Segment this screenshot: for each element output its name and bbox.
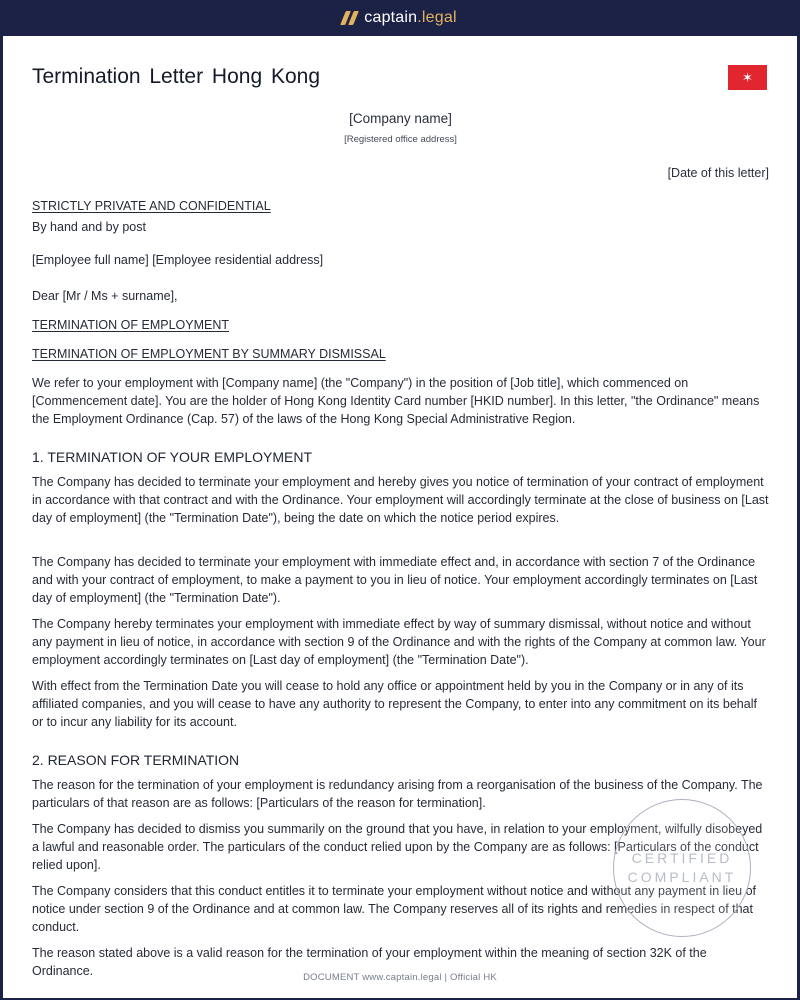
delivery-method: By hand and by post — [32, 220, 146, 234]
certified-compliant-stamp — [613, 799, 751, 937]
intro-paragraph: We refer to your employment with [Company name] (the "Company") in the position of [Job title], which commenced on [Commencement date]. You are the holder of Hong Kong Identity Card number [HKID number]. In this letter, "the Ordinance" means the Employment Ordinance (Cap. 57) of the laws of the Hong Kong Special Administrative Region. — [32, 376, 760, 426]
section-1-paragraph: The Company has decided to terminate your employment with immediate effect and, in accordance with section 7 of the Ordinance and with your contract of employment, to make a payment to you in lieu of notice. Your employment accordingly terminates on [Last day of employment] (the "Termination Date"). — [32, 555, 758, 605]
brand-name: captain.legal — [364, 9, 457, 26]
confidential-label: STRICTLY PRIVATE AND CONFIDENTIAL — [32, 199, 271, 213]
subject-line-summary-dismissal: TERMINATION OF EMPLOYMENT BY SUMMARY DISMISSAL — [32, 347, 386, 361]
employee-details: [Employee full name] [Employee residential address] — [32, 253, 324, 267]
section-1-paragraph: The Company has decided to terminate your employment and hereby gives you notice of termination of your contract of employment in accordance with that contract and with the Ordinance. Your employment will accordingly terminate at the close of business on [Last day of employment] (the "Termination Date"), being the date on which the notice period expires. — [32, 475, 769, 525]
subject-line-termination: TERMINATION OF EMPLOYMENT — [32, 318, 229, 332]
top-bar — [0, 0, 800, 36]
section-2-paragraph: The reason for the termination of your employment is redundancy arising from a reorganisation of the business of the Company. The particulars of that reason are as follows: [Particulars of the reason for termination]. — [32, 778, 763, 810]
section-2-paragraph: The Company considers that this conduct entitles it to terminate your employment without notice and without any payment in lieu of notice under section 9 of the Ordinance and at common law. The Company reserves all of its rights and remedies in respect of that conduct. — [32, 884, 756, 934]
section-1-paragraph: The Company hereby terminates your employment with immediate effect by way of summary dismissal, without notice and without any payment in lieu of notice, in accordance with section 9 of the Ordinance and with the rights of the Company at common law. Your employment accordingly terminates on [Last day of employment] (the "Termination Date"). — [32, 617, 766, 667]
section-2-heading: 2. REASON FOR TERMINATION — [32, 752, 240, 768]
document-page — [3, 36, 797, 998]
company-name: [Company name] — [349, 111, 452, 126]
document-footer: DOCUMENT www.captain.legal | Official HK — [303, 972, 497, 983]
hong-kong-flag-icon: ✶ — [728, 65, 767, 90]
salutation: Dear [Mr / Ms + surname], — [32, 289, 178, 303]
section-2-paragraph: The Company has decided to dismiss you summarily on the ground that you have, in relation to your employment, wilfully disobeyed a lawful and reasonable order. The particulars of the conduct relied upon by the Company are as follows: [Particulars of the conduct relied upon]. — [32, 822, 763, 872]
section-2-paragraph: The reason stated above is a valid reason for the termination of your employment within the meaning of section 32K of the Ordinance. — [32, 946, 707, 978]
brand-logo-icon — [340, 11, 359, 25]
brand[interactable] — [343, 9, 456, 27]
document-title: Termination Letter Hong Kong — [32, 65, 320, 88]
stamp-line-1: CERTIFIED — [631, 850, 733, 866]
stamp-line-2: COMPLIANT — [627, 869, 737, 885]
letter-date: [Date of this letter] — [667, 166, 769, 180]
section-1-paragraph: With effect from the Termination Date you will cease to hold any office or appointment held by you in the Company or in any of its affiliated companies, and you will cease to have any authority to represent the Company, to enter into any commitment on its behalf or to incur any liability for its account. — [32, 679, 757, 729]
section-1-heading: 1. TERMINATION OF YOUR EMPLOYMENT — [32, 449, 313, 465]
company-address: [Registered office address] — [344, 134, 457, 145]
